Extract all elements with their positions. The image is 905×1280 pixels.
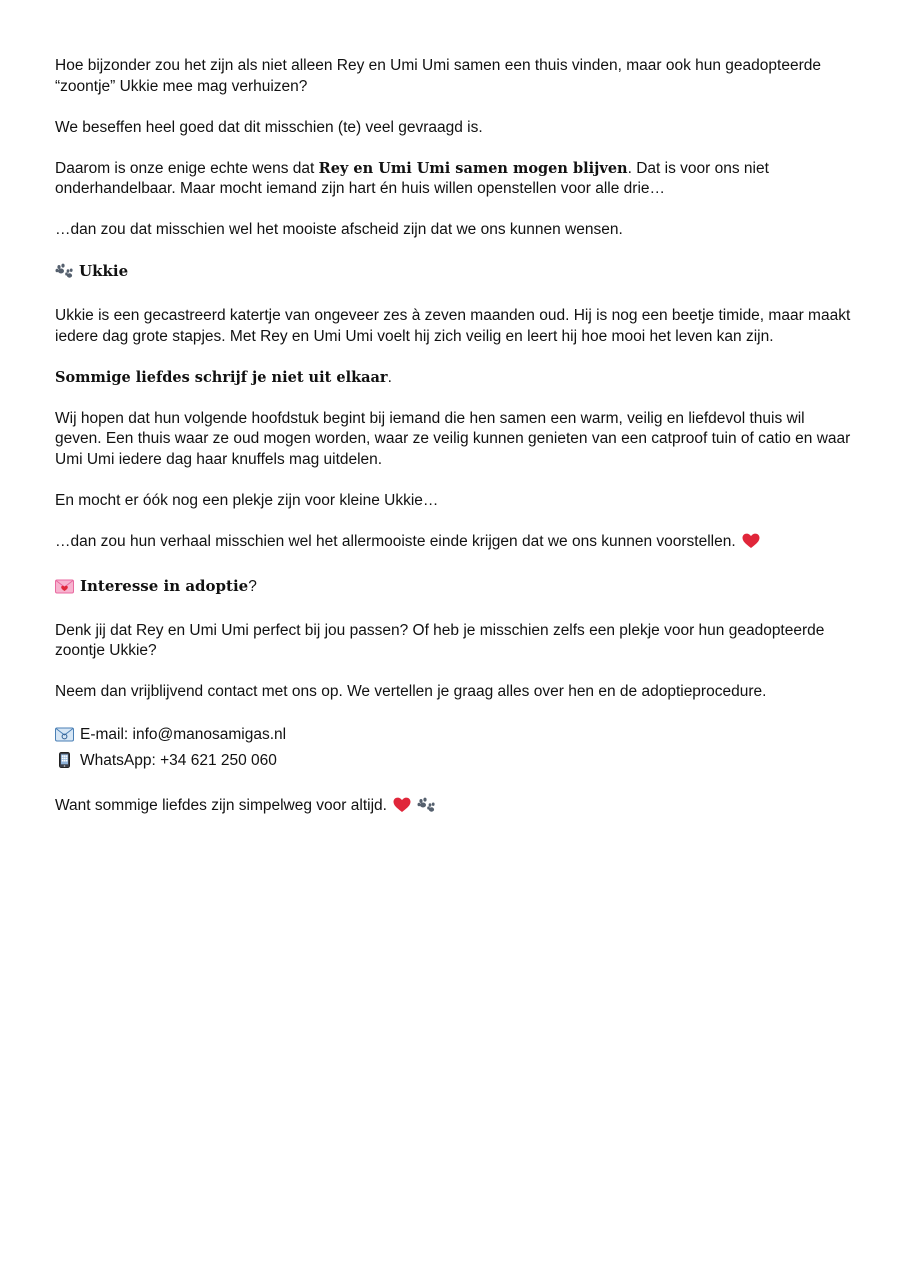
intro-emphasis: Rey en Umi Umi samen mogen blijven [318, 159, 628, 177]
love-letter-icon [55, 579, 74, 601]
intro-text-end: . Dat is voor ons niet onderhandelbaar. Maar mocht iemand zijn hart én huis willen openstellen voor alle drie… [55, 159, 769, 197]
email-line[interactable] [55, 723, 855, 749]
ukkie-heading-text: Ukkie [79, 262, 129, 280]
ukkie-paragraph-1: Ukkie is een gecastreerd katertje van ongeveer zes à zeven maanden oud. Hij is nog een beetje timide, maar maakt iedere dag grote stapjes. Met Rey en Umi Umi voelt hij zich veilig en leert hij hoe mooi het leven kan zijn. [55, 307, 851, 345]
whatsapp-line[interactable] [55, 749, 855, 775]
red-heart-icon [742, 533, 760, 556]
email-icon [55, 726, 74, 749]
ukkie-heading [55, 261, 855, 286]
ukkie-quote-text: Sommige liefdes schrijf je niet uit elkaar [55, 368, 388, 386]
intro-paragraph-2: We beseffen heel goed dat dit misschien (te) veel gevraagd is. [55, 118, 483, 136]
intro-paragraph-4: …dan zou dat misschien wel het mooiste afscheid zijn dat we ons kunnen wensen. [55, 221, 623, 238]
closing-text: Want sommige liefdes zijn simpelweg voor altijd. [55, 796, 387, 814]
adoption-paragraph-2: Neem dan vrijblijvend contact met ons op. We vertellen je graag alles over hen en de adoptieprocedure. [55, 683, 767, 700]
adoption-paragraph-1: Denk jij dat Rey en Umi Umi perfect bij jou passen? Of heb je misschien zelfs een plekje voor hun geadopteerde zoontje Ukkie? [55, 621, 825, 659]
adoption-heading [55, 576, 855, 601]
paw-prints-icon [417, 797, 435, 820]
intro-paragraph-1: Hoe bijzonder zou het zijn als niet alleen Rey en Umi Umi samen een thuis vinden, maar ook hun geadopteerde “zoontje” Ukkie mee mag verhuizen? [55, 57, 821, 95]
ukkie-paragraph-3: En mocht er óók nog een plekje zijn voor kleine Ukkie… [55, 491, 439, 509]
adoption-heading-text: Interesse in adoptie [80, 576, 249, 595]
ukkie-paragraph-2: Wij hopen dat hun volgende hoofdstuk begint bij iemand die hen samen een warm, veilig en liefdevol thuis wil geven. Een thuis waar ze oud mogen worden, waar ze veilig kunnen genieten van een catproof tuin of catio en waar Umi Umi iedere dag haar knuffels mag uitdelen. [55, 409, 851, 468]
red-heart-icon [393, 797, 411, 820]
closing-paragraph [55, 796, 855, 820]
ukkie-paragraph-4 [55, 532, 855, 556]
email-text[interactable]: E-mail: info@manosamigas.nl [80, 726, 287, 743]
adoption-heading-end: ? [248, 577, 257, 595]
intro-paragraph-3 [55, 159, 855, 200]
ukkie-quote [55, 368, 855, 389]
whatsapp-text[interactable]: WhatsApp: +34 621 250 060 [80, 752, 277, 769]
ukkie-quote-end: . [387, 368, 392, 386]
paw-prints-icon [55, 263, 73, 286]
mobile-phone-icon [55, 752, 74, 775]
ukkie-paragraph-4-text: …dan zou hun verhaal misschien wel het allermooiste einde krijgen dat we ons kunnen voorstellen. [55, 532, 736, 550]
contact-block [55, 723, 855, 775]
intro-text-start: Daarom is onze enige echte wens dat [55, 159, 319, 177]
document-page [55, 56, 855, 840]
